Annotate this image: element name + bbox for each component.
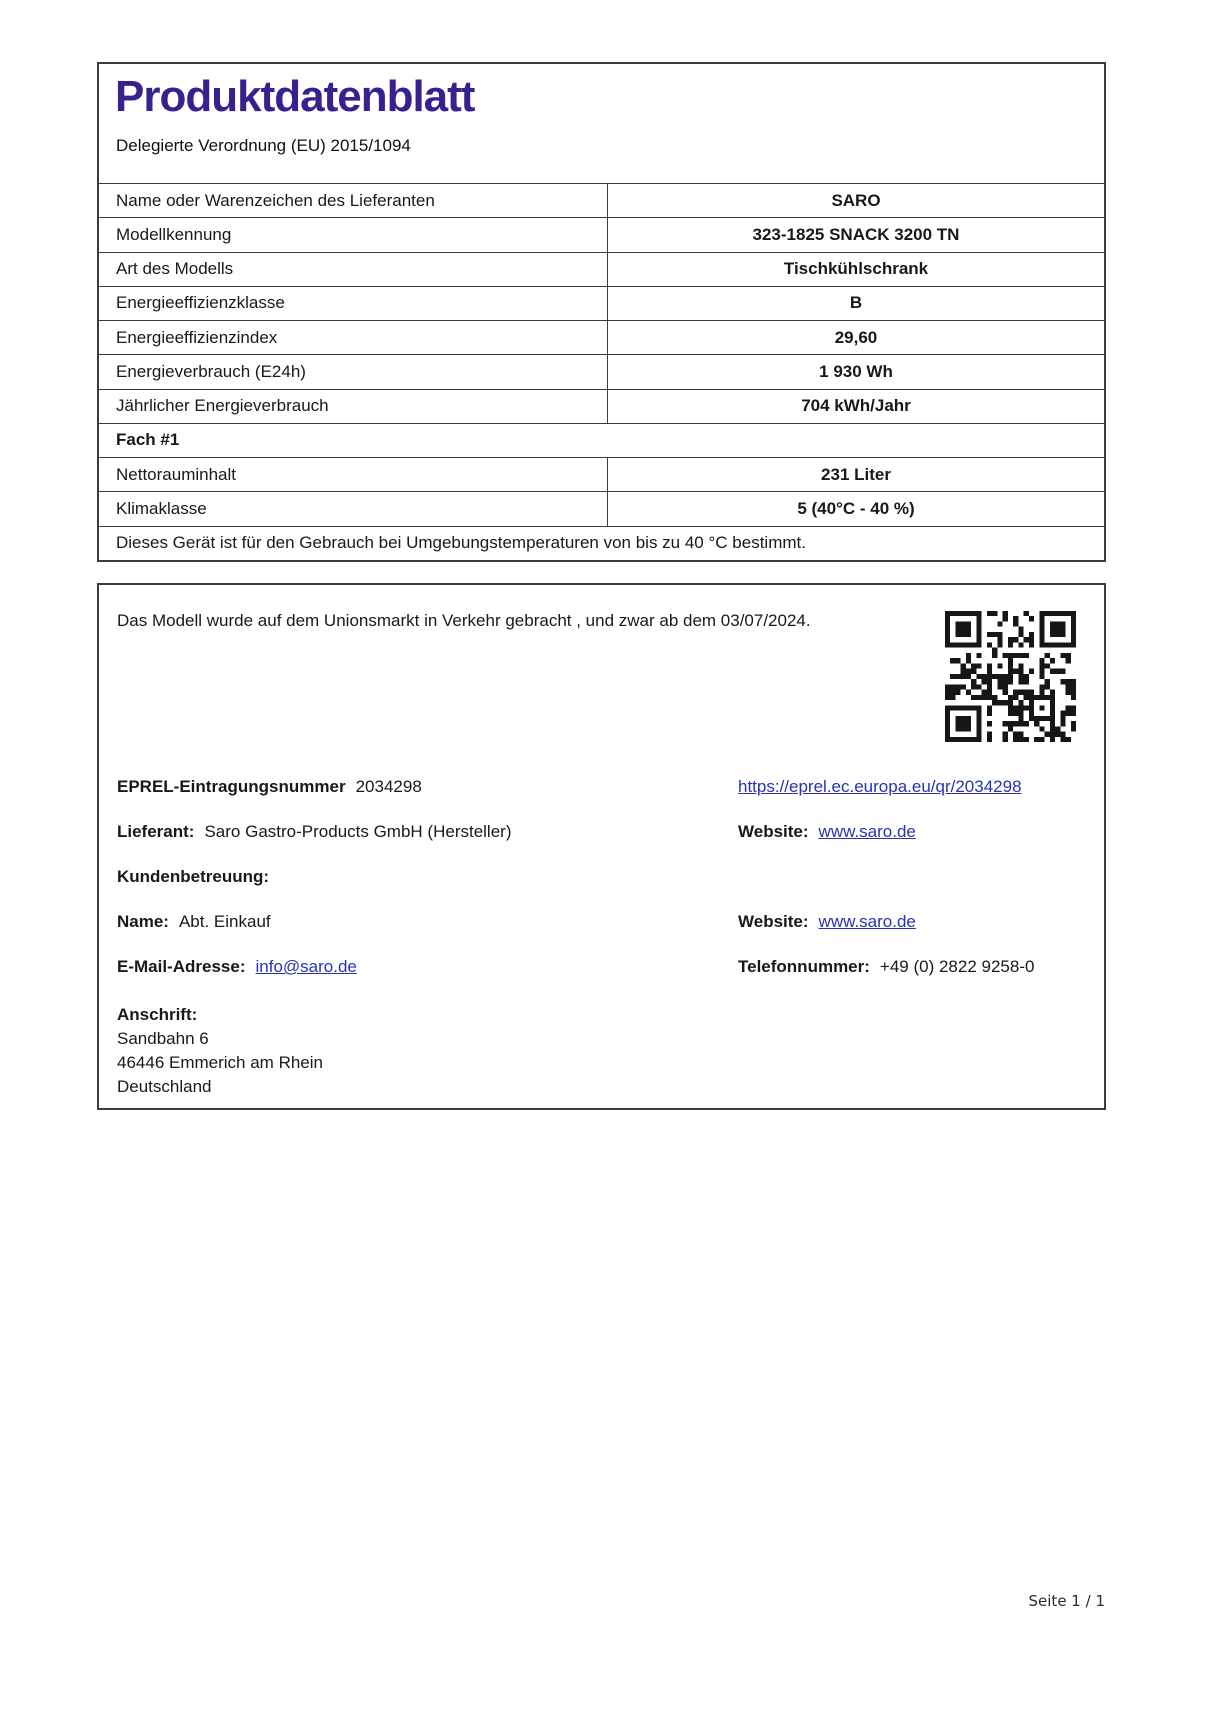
spec-table	[99, 183, 1104, 560]
address-label: Anschrift:	[117, 1005, 198, 1024]
address-line: Sandbahn 6	[117, 1029, 209, 1048]
row-value: SARO	[831, 190, 881, 210]
row-label: Name oder Warenzeichen des Lieferanten	[99, 184, 608, 217]
qr-code-icon	[945, 611, 1076, 742]
row-label: Energieverbrauch (E24h)	[99, 355, 608, 388]
address-label-row	[117, 1005, 1090, 1025]
row-label: Fach #1	[116, 430, 180, 450]
row-label: Klimaklasse	[99, 492, 608, 525]
website-label: Website:	[738, 912, 809, 931]
row-value: 704 kWh/Jahr	[801, 396, 911, 416]
market-statement: Das Modell wurde auf dem Unionsmarkt in Verkehr gebracht , und zwar ab dem 03/07/2024.	[117, 611, 811, 630]
contact-name-label: Name:	[117, 912, 169, 931]
row-label: Modellkennung	[99, 218, 608, 251]
contact-name-row	[117, 912, 1090, 932]
row-value: B	[849, 293, 863, 313]
customer-service-row	[117, 867, 1090, 887]
row-value: 5 (40°C - 40 %)	[797, 499, 915, 519]
table-row	[99, 457, 1104, 491]
product-datasheet-box	[97, 62, 1106, 562]
table-row	[99, 252, 1104, 286]
row-label: Dieses Gerät ist für den Gebrauch bei Umgebungstemperaturen von bis zu 40 °C bestimmt.	[116, 533, 806, 553]
email-row	[117, 957, 1090, 977]
table-row	[99, 183, 1104, 217]
address-line: 46446 Emmerich am Rhein	[117, 1053, 323, 1072]
row-label: Energieeffizienzklasse	[99, 287, 608, 320]
page-title: Produktdatenblatt	[115, 72, 475, 121]
row-label: Energieeffizienzindex	[99, 321, 608, 354]
eprel-link[interactable]: https://eprel.ec.europa.eu/qr/2034298	[738, 777, 1022, 796]
customer-service-label: Kundenbetreuung:	[117, 867, 270, 886]
eprel-row	[117, 777, 1090, 797]
table-row	[99, 423, 1104, 457]
page-number: Seite 1 / 1	[1028, 1592, 1105, 1610]
website-link[interactable]: www.saro.de	[818, 912, 916, 931]
email-link[interactable]: info@saro.de	[255, 957, 357, 976]
table-row	[99, 320, 1104, 354]
table-row	[99, 526, 1104, 560]
contact-name-value: Abt. Einkauf	[178, 912, 271, 931]
eprel-label: EPREL-Eintragungsnummer	[117, 777, 346, 796]
row-label: Art des Modells	[99, 253, 608, 286]
table-row	[99, 491, 1104, 525]
datasheet-header	[99, 64, 1104, 183]
row-value: Tischkühlschrank	[783, 259, 929, 279]
address-line: Deutschland	[117, 1077, 212, 1096]
table-row	[99, 389, 1104, 423]
phone-label: Telefonnummer:	[738, 957, 870, 976]
website-link[interactable]: www.saro.de	[818, 822, 916, 841]
phone-value: +49 (0) 2822 9258-0	[879, 957, 1035, 976]
row-value: 29,60	[834, 327, 878, 347]
supplier-row	[117, 822, 1090, 842]
eprel-number: 2034298	[355, 777, 422, 796]
row-value: 323-1825 SNACK 3200 TN	[752, 224, 960, 244]
row-value: 1 930 Wh	[819, 361, 893, 381]
supplier-label: Lieferant:	[117, 822, 195, 841]
website-label: Website:	[738, 822, 809, 841]
email-label: E-Mail-Adresse:	[117, 957, 246, 976]
table-row	[99, 217, 1104, 251]
row-value: 231 Liter	[821, 464, 891, 484]
regulation-subtitle: Delegierte Verordnung (EU) 2015/1094	[116, 136, 411, 155]
supplier-value: Saro Gastro-Products GmbH (Hersteller)	[204, 822, 512, 841]
table-row	[99, 286, 1104, 320]
row-label: Nettorauminhalt	[99, 458, 608, 491]
row-label: Jährlicher Energieverbrauch	[99, 390, 608, 423]
supplier-info-box	[97, 583, 1106, 1110]
table-row	[99, 354, 1104, 388]
